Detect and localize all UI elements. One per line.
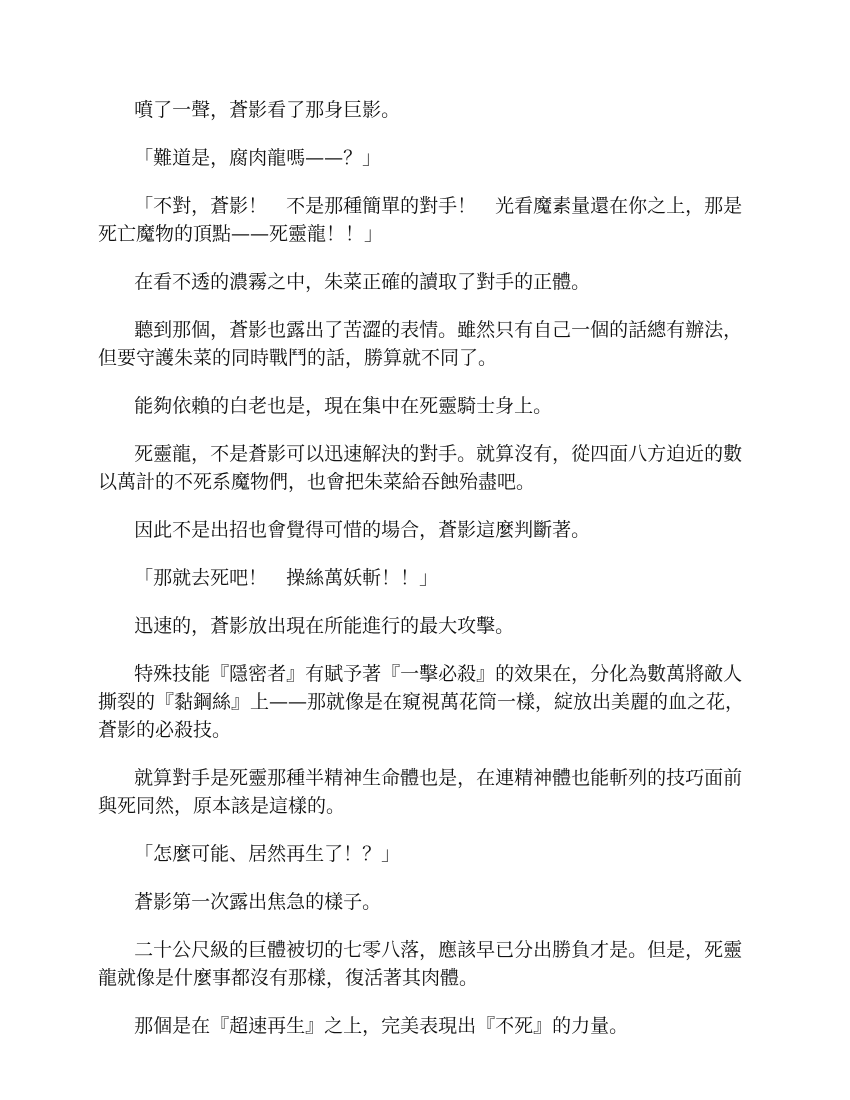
paragraph: 迅速的，蒼影放出現在所能進行的最大攻擊。 xyxy=(134,615,515,637)
paragraph: 在看不透的濃霧之中，朱菜正確的讀取了對手的正體。 xyxy=(134,271,591,293)
paragraph: 蒼影第一次露出焦急的樣子。 xyxy=(134,891,382,913)
paragraph: 「那就去死吧！ 操絲萬妖斬！！」 xyxy=(134,567,439,589)
text-body xyxy=(98,96,758,1060)
paragraph: 就算對手是死靈那種半精神生命體也是，在連精神體也能斬列的技巧面前與死同然，原本該是這樣的。 xyxy=(98,767,743,817)
paragraph: 二十公尺級的巨體被切的七零八落，應該早已分出勝負才是。但是，死靈龍就像是什麼事都沒有那樣，復活著其肉體。 xyxy=(98,939,743,989)
paragraph: 噴了一聲，蒼影看了那身巨影。 xyxy=(134,99,401,121)
paragraph: 特殊技能『隱密者』有賦予著『一擊必殺』的效果在，分化為數萬將敵人撕裂的『黏鋼絲』上——那就像是在窺視萬花筒一樣，綻放出美麗的血之花，蒼影的必殺技。 xyxy=(98,663,745,741)
paragraph: 「不對，蒼影！ 不是那種簡單的對手！ 光看魔素量還在你之上，那是死亡魔物的頂點——死靈龍！！」 xyxy=(98,195,743,245)
paragraph: 死靈龍，不是蒼影可以迅速解決的對手。就算沒有，從四面八方迫近的數以萬計的不死系魔物們，也會把朱菜給吞蝕殆盡吧。 xyxy=(98,443,743,493)
paragraph: 「怎麼可能、居然再生了！？」 xyxy=(134,843,401,865)
paragraph: 聽到那個，蒼影也露出了苦澀的表情。雖然只有自己一個的話總有辦法，但要守護朱菜的同時戰鬥的話，勝算就不同了。 xyxy=(98,319,743,369)
paragraph: 能夠依賴的白老也是，現在集中在死靈騎士身上。 xyxy=(134,395,553,417)
paragraph: 因此不是出招也會覺得可惜的場合，蒼影這麼判斷著。 xyxy=(134,519,591,541)
paragraph: 那個是在『超速再生』之上，完美表現出『不死』的力量。 xyxy=(134,1015,629,1037)
paragraph: 「難道是，腐肉龍嗎——？」 xyxy=(134,147,382,169)
